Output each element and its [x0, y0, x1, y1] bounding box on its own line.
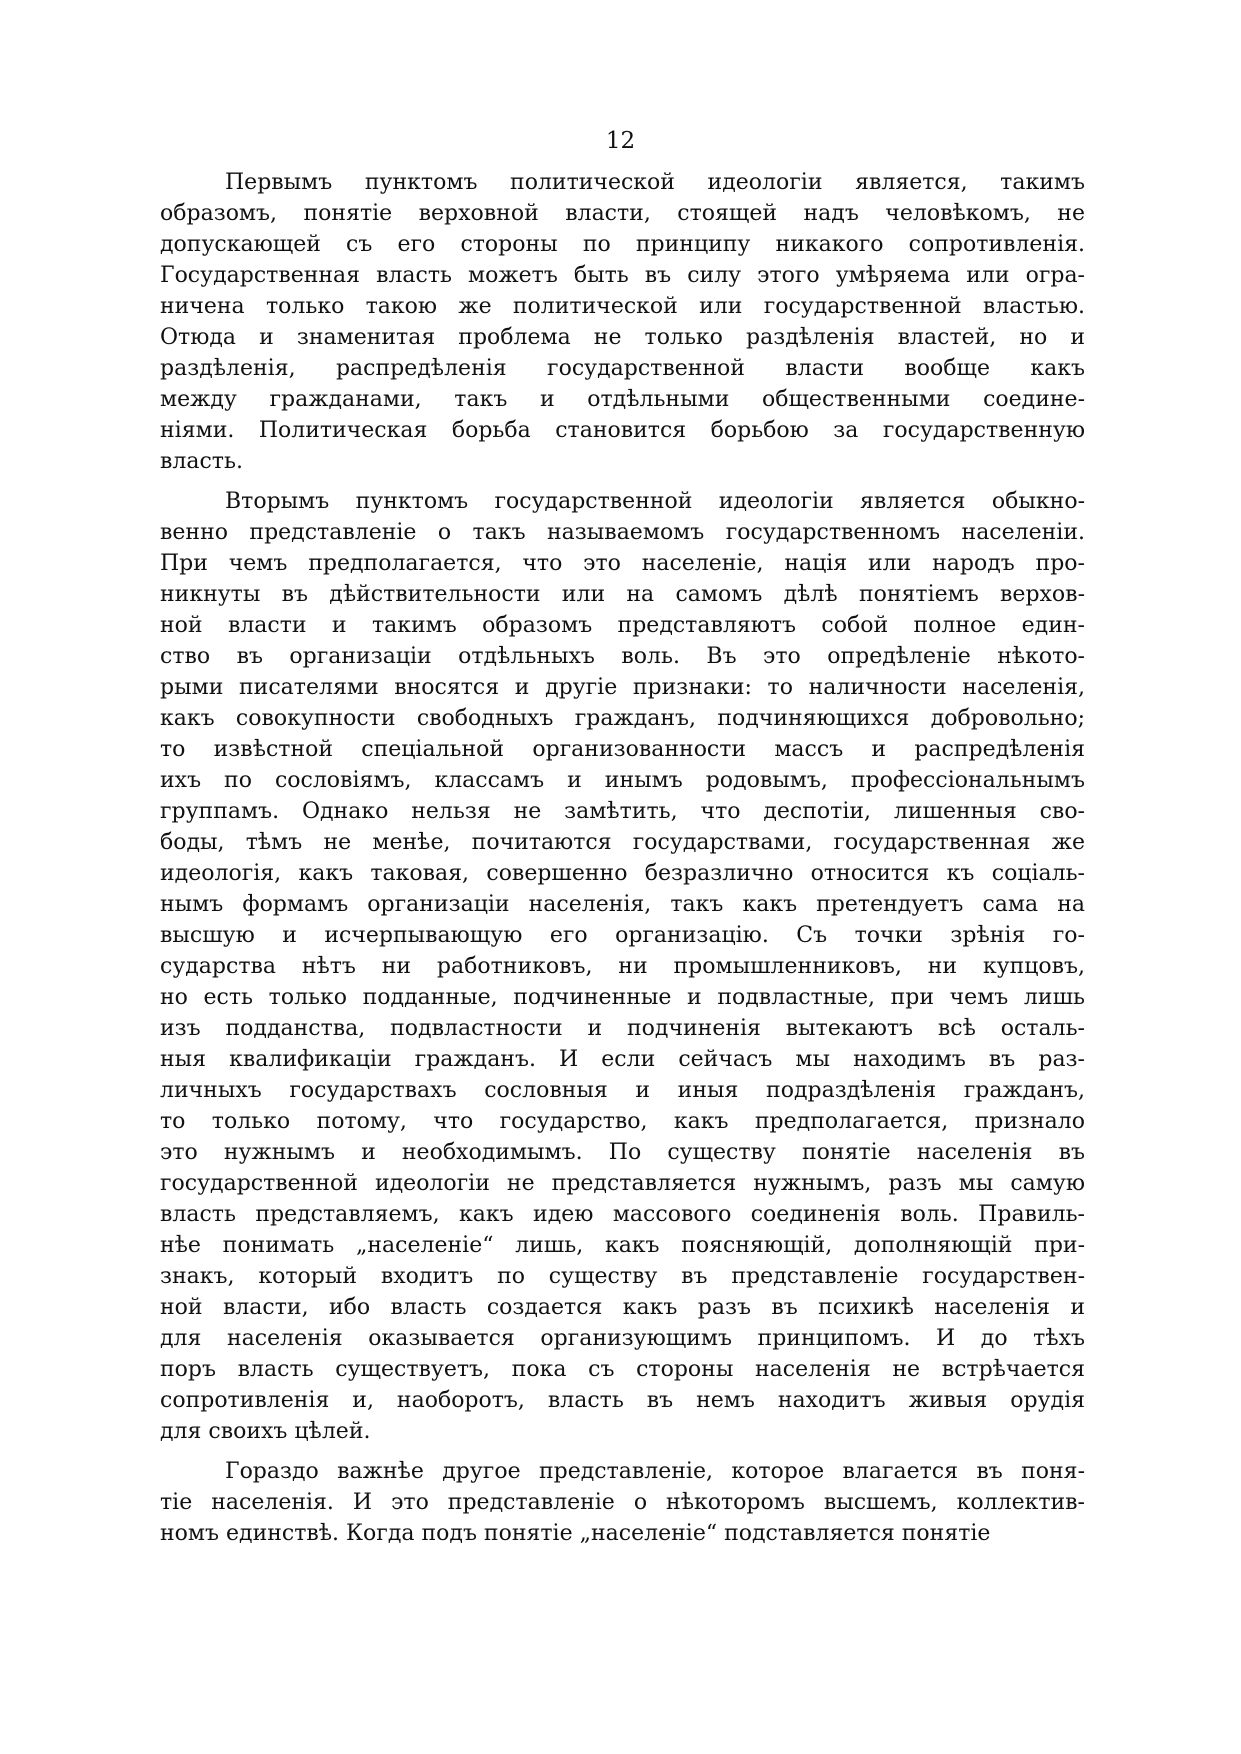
text-line: никнуты въ дѣйствительности или на самомъ дѣлѣ понятіемъ верхов- [160, 582, 1085, 607]
text-line: между гражданами, такъ и отдѣльными общественными соедине- [160, 387, 1085, 412]
text-line: допускающей съ его стороны по принципу никакого сопротивленія. [160, 232, 1085, 257]
text-line: Первымъ пунктомъ политической идеологіи является, такимъ [225, 170, 1085, 195]
paragraph [160, 486, 1085, 1447]
paragraph [160, 1456, 1085, 1549]
text-line: раздѣленія, распредѣленія государственной власти вообще какъ [160, 356, 1085, 381]
text-line: сопротивленія и, наоборотъ, власть въ немъ находитъ живыя орудія [160, 1388, 1085, 1413]
text-line: Отюда и знаменитая проблема не только раздѣленія властей, но и [160, 325, 1085, 350]
text-line: номъ единствѣ. Когда подъ понятіе „населеніе“ подставляется понятіе [160, 1521, 991, 1546]
text-line: то извѣстной спеціальной организованности массъ и распредѣленія [160, 737, 1085, 762]
text-line: рыми писателями вносятся и другіе признаки: то наличности населенія, [160, 675, 1085, 700]
text-line: ихъ по сословіямъ, классамъ и инымъ родовымъ, профессіональнымъ [160, 768, 1085, 793]
text-line: ной власти и такимъ образомъ представляютъ собой полное един- [160, 613, 1085, 638]
text-line: личныхъ государствахъ сословныя и иныя подраздѣленія гражданъ, [160, 1078, 1085, 1103]
text-line: ство въ организаціи отдѣльныхъ воль. Въ это опредѣленіе нѣкото- [160, 644, 1085, 669]
text-line: высшую и исчерпывающую его организацію. Съ точки зрѣнія го- [160, 923, 1085, 948]
body-text [160, 167, 1085, 1549]
paragraph [160, 167, 1085, 477]
text-line: Вторымъ пунктомъ государственной идеологіи является обыкно- [225, 489, 1085, 514]
page-number: 12 [605, 128, 636, 154]
text-line: сударства нѣтъ ни работниковъ, ни промышленниковъ, ни купцовъ, [160, 954, 1085, 979]
text-line: изъ подданства, подвластности и подчиненія вытекаютъ всѣ осталь- [160, 1016, 1085, 1041]
text-line: власть. [160, 449, 243, 474]
text-line: государственной идеологіи не представляется нужнымъ, разъ мы самую [160, 1171, 1085, 1196]
text-line: ничена только такою же политической или государственной властью. [160, 294, 1085, 319]
text-line: знакъ, который входитъ по существу въ представленіе государствен- [160, 1264, 1085, 1289]
text-line: нѣе понимать „населеніе“ лишь, какъ поясняющій, дополняющій при- [160, 1233, 1085, 1258]
text-line: венно представленіе о такъ называемомъ государственномъ населеніи. [160, 520, 1085, 545]
text-line: ной власти, ибо власть создается какъ разъ въ психикѣ населенія и [160, 1295, 1085, 1320]
text-line: власть представляемъ, какъ идею массового соединенія воль. Правиль- [160, 1202, 1085, 1227]
text-line: ніями. Политическая борьба становится борьбою за государственную [160, 418, 1085, 443]
text-line: для населенія оказывается организующимъ принципомъ. И до тѣхъ [160, 1326, 1085, 1351]
text-line: Гораздо важнѣе другое представленіе, которое влагается въ поня- [225, 1459, 1085, 1484]
text-line: но есть только подданные, подчиненные и подвластные, при чемъ лишь [160, 985, 1085, 1010]
text-line: боды, тѣмъ не менѣе, почитаются государствами, государственная же [160, 830, 1085, 855]
text-line: для своихъ цѣлей. [160, 1419, 371, 1444]
text-line: какъ совокупности свободныхъ гражданъ, подчиняющихся добровольно; [160, 706, 1085, 731]
text-line: группамъ. Однако нельзя не замѣтить, что деспотіи, лишенныя сво- [160, 799, 1085, 824]
text-line: то только потому, что государство, какъ предполагается, признало [160, 1109, 1085, 1134]
text-line: Государственная власть можетъ быть въ силу этого умѣряема или огра- [160, 263, 1085, 288]
text-line: ныя квалификаціи гражданъ. И если сейчасъ мы находимъ въ раз- [160, 1047, 1085, 1072]
text-line: идеологія, какъ таковая, совершенно безразлично относится къ соціаль- [160, 861, 1085, 886]
text-line: нымъ формамъ организаціи населенія, такъ какъ претендуетъ сама на [160, 892, 1085, 917]
text-line: тіе населенія. И это представленіе о нѣкоторомъ высшемъ, коллектив- [160, 1490, 1085, 1515]
text-line: поръ власть существуетъ, пока съ стороны населенія не встрѣчается [160, 1357, 1085, 1382]
text-line: При чемъ предполагается, что это населеніе, нація или народъ про- [160, 551, 1085, 576]
text-line: это нужнымъ и необходимымъ. По существу понятіе населенія въ [160, 1140, 1085, 1165]
text-line: образомъ, понятіе верховной власти, стоящей надъ человѣкомъ, не [160, 201, 1085, 226]
